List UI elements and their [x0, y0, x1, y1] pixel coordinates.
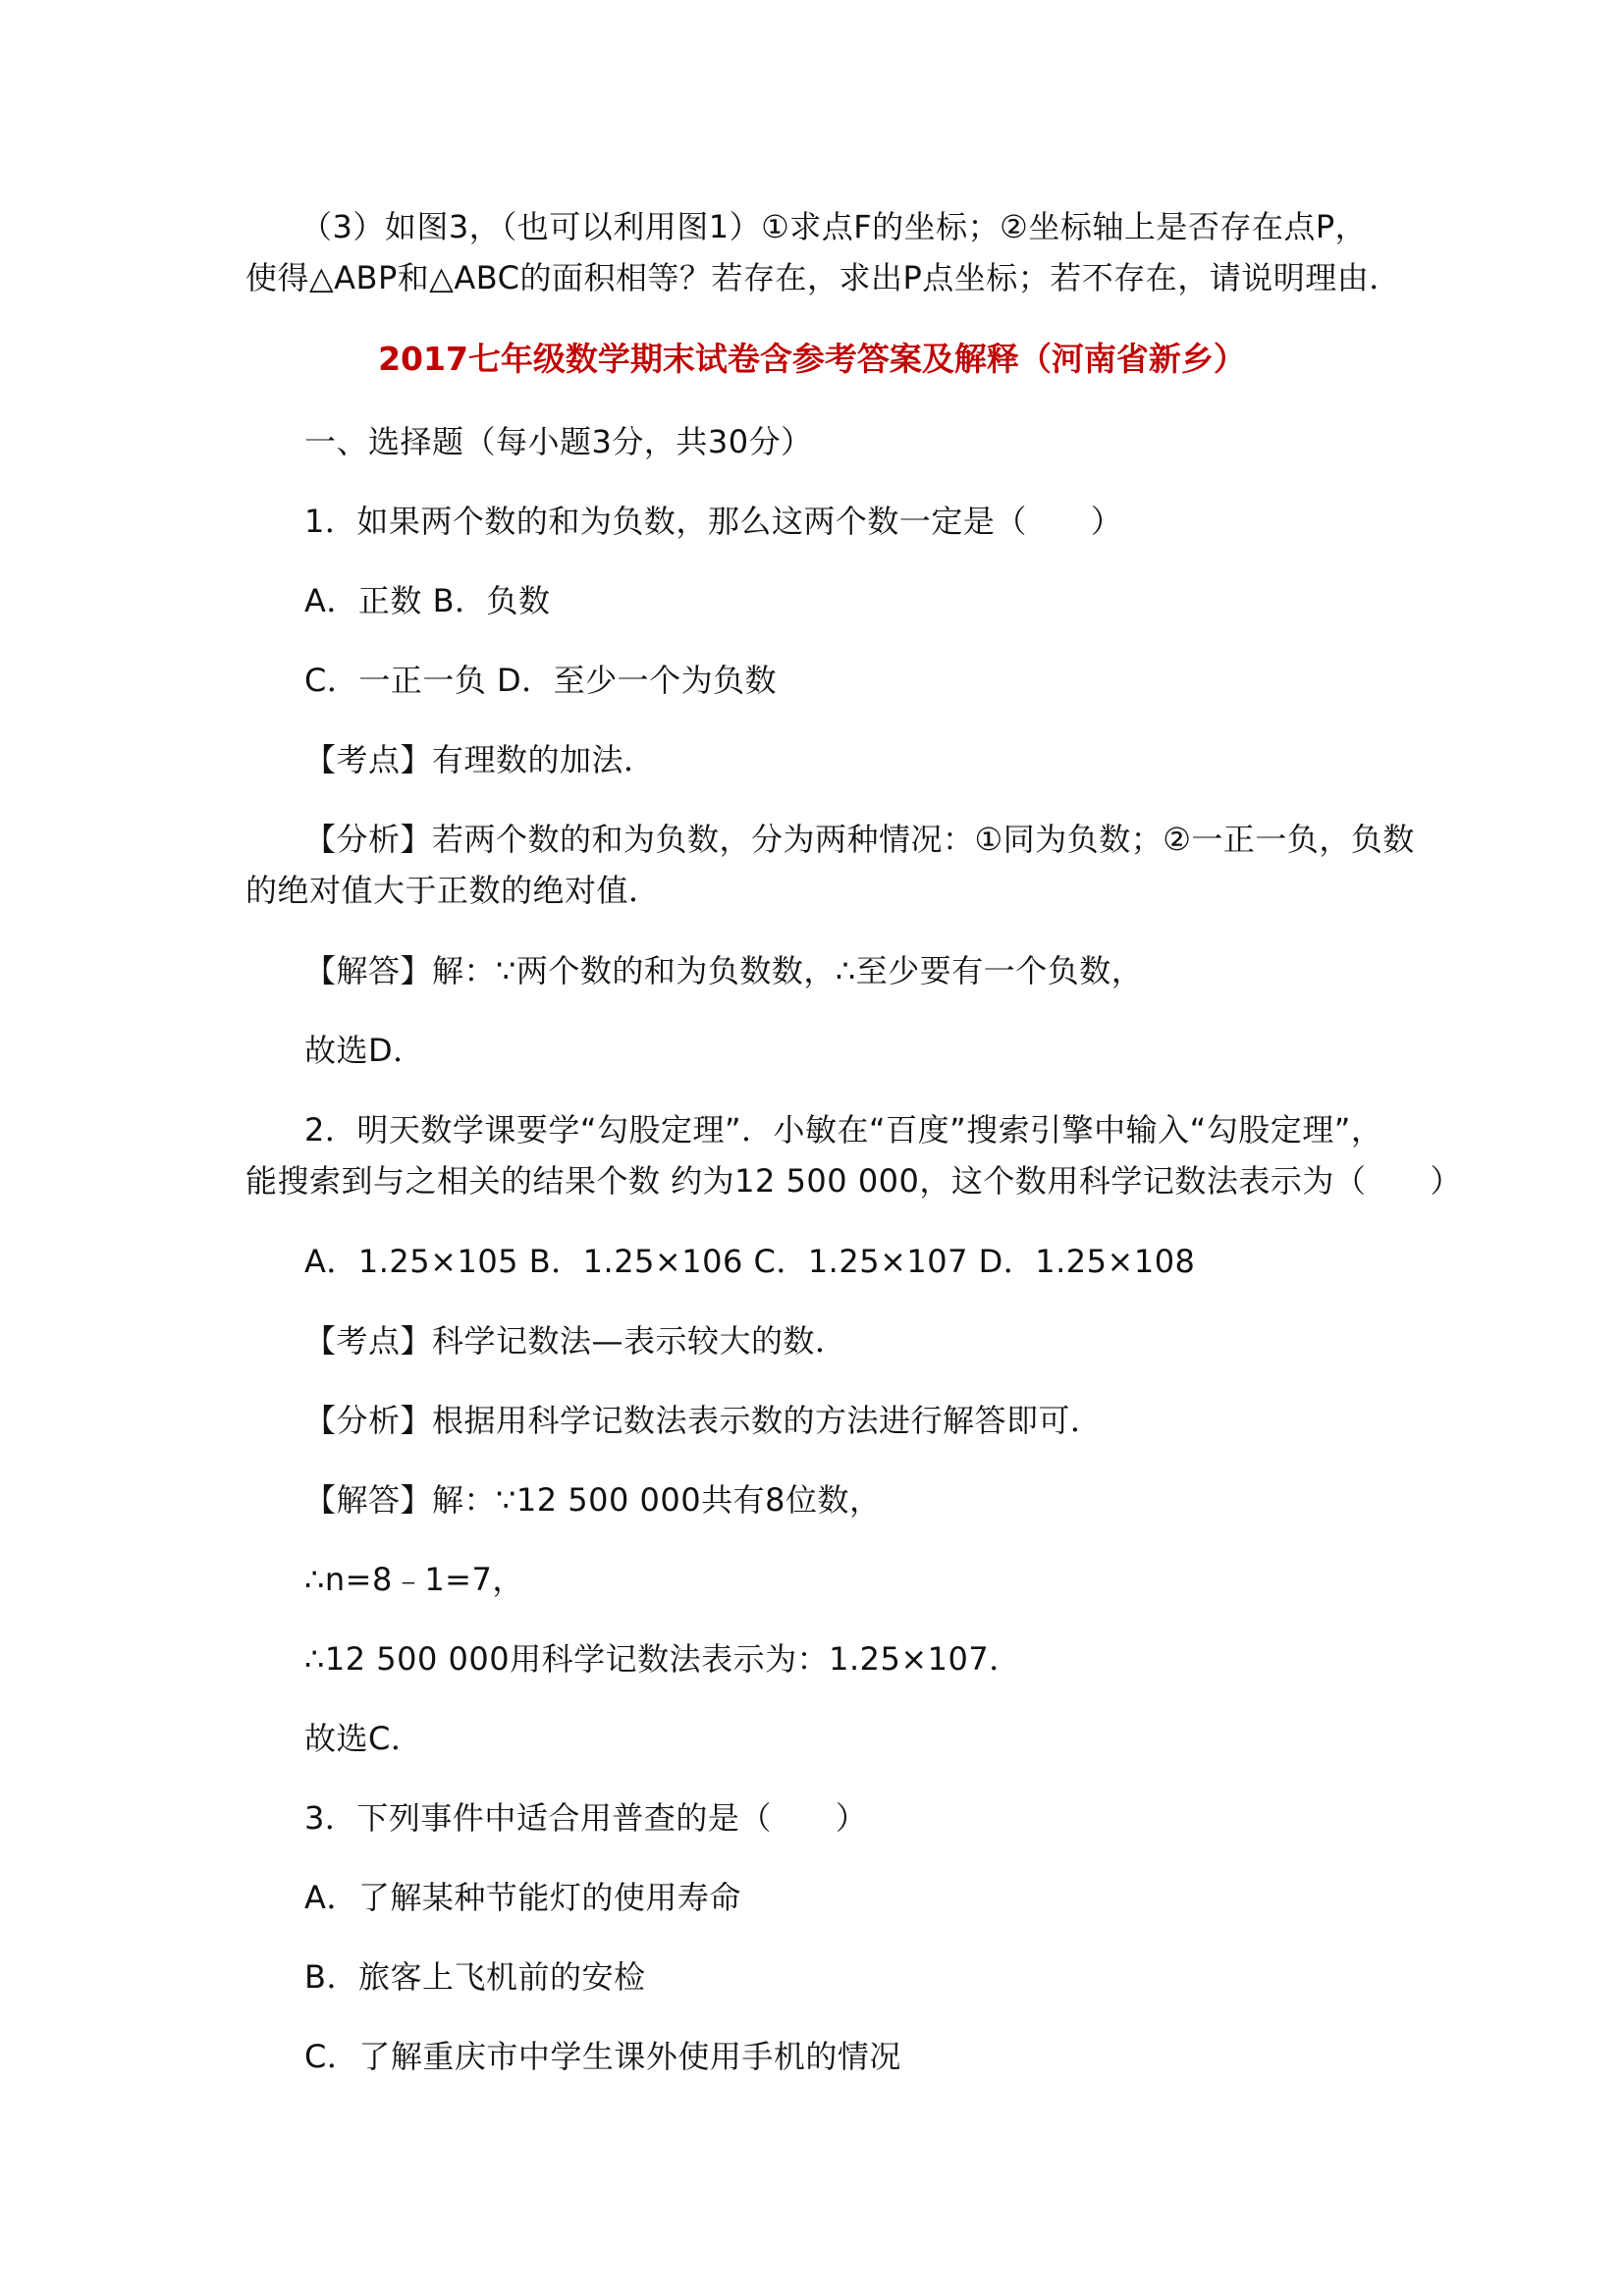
question-3-option-b: B．旅客上飞机前的安检 — [304, 1958, 646, 1996]
question-1-jieda: 【解答】解：∵两个数的和为负数数，∴至少要有一个负数， — [304, 952, 1144, 989]
question-2-stem-line-1: 2．明天数学课要学“勾股定理”．小敏在“百度”搜索引擎中输入“勾股定理”， — [304, 1111, 1383, 1148]
question-1-answer: 故选D． — [304, 1032, 425, 1069]
question-1-kaodian: 【考点】有理数的加法． — [304, 741, 656, 778]
question-2-stem-line-2: 能搜索到与之相关的结果个数 约为12 500 000，这个数用科学记数法表示为（ ） — [245, 1162, 1462, 1200]
question-2-kaodian: 【考点】科学记数法—表示较大的数． — [304, 1322, 847, 1360]
question-2-step-1: ∴n=8﹣1=7， — [304, 1561, 524, 1598]
question-2-answer: 故选C． — [304, 1720, 423, 1757]
question-3-option-c: C．了解重庆市中学生课外使用手机的情况 — [304, 2038, 901, 2075]
question-1-options-ab: A．正数 B．负数 — [304, 582, 551, 619]
question-1-options-cd: C．一正一负 D．至少一个为负数 — [304, 662, 778, 699]
question-3-stem: 3．下列事件中适合用普查的是（ ） — [304, 1799, 868, 1837]
question-1-stem: 1．如果两个数的和为负数，那么这两个数一定是（ ） — [304, 503, 1123, 540]
question-2-jieda: 【解答】解：∵12 500 000共有8位数， — [304, 1481, 882, 1519]
question-3-option-a: A．了解某种节能灯的使用寿命 — [304, 1879, 741, 1916]
question-1-fenxi-line-2: 的绝对值大于正数的绝对值． — [245, 872, 661, 909]
q3-text-line-2: 使得△ABP和△ABC的面积相等？若存在，求出P点坐标；若不存在，请说明理由． — [245, 259, 1401, 296]
question-2-step-2: ∴12 500 000用科学记数法表示为：1.25×107． — [304, 1640, 1021, 1678]
q3-text-line-1: （3）如图3，（也可以利用图1）①求点F的坐标；②坐标轴上是否存在点P， — [300, 208, 1368, 245]
question-2-fenxi: 【分析】根据用科学记数法表示数的方法进行解答即可． — [304, 1402, 1103, 1439]
document-title: 2017七年级数学期末试卷含参考答案及解释（河南省新乡） — [378, 340, 1246, 378]
question-2-options: A．1.25×105 B．1.25×106 C．1.25×107 D．1.25×108 — [304, 1243, 1196, 1280]
question-1-fenxi-line-1: 【分析】若两个数的和为负数，分为两种情况：①同为负数；②一正一负，负数 — [304, 821, 1415, 858]
section-heading: 一、选择题（每小题3分，共30分） — [304, 423, 813, 460]
